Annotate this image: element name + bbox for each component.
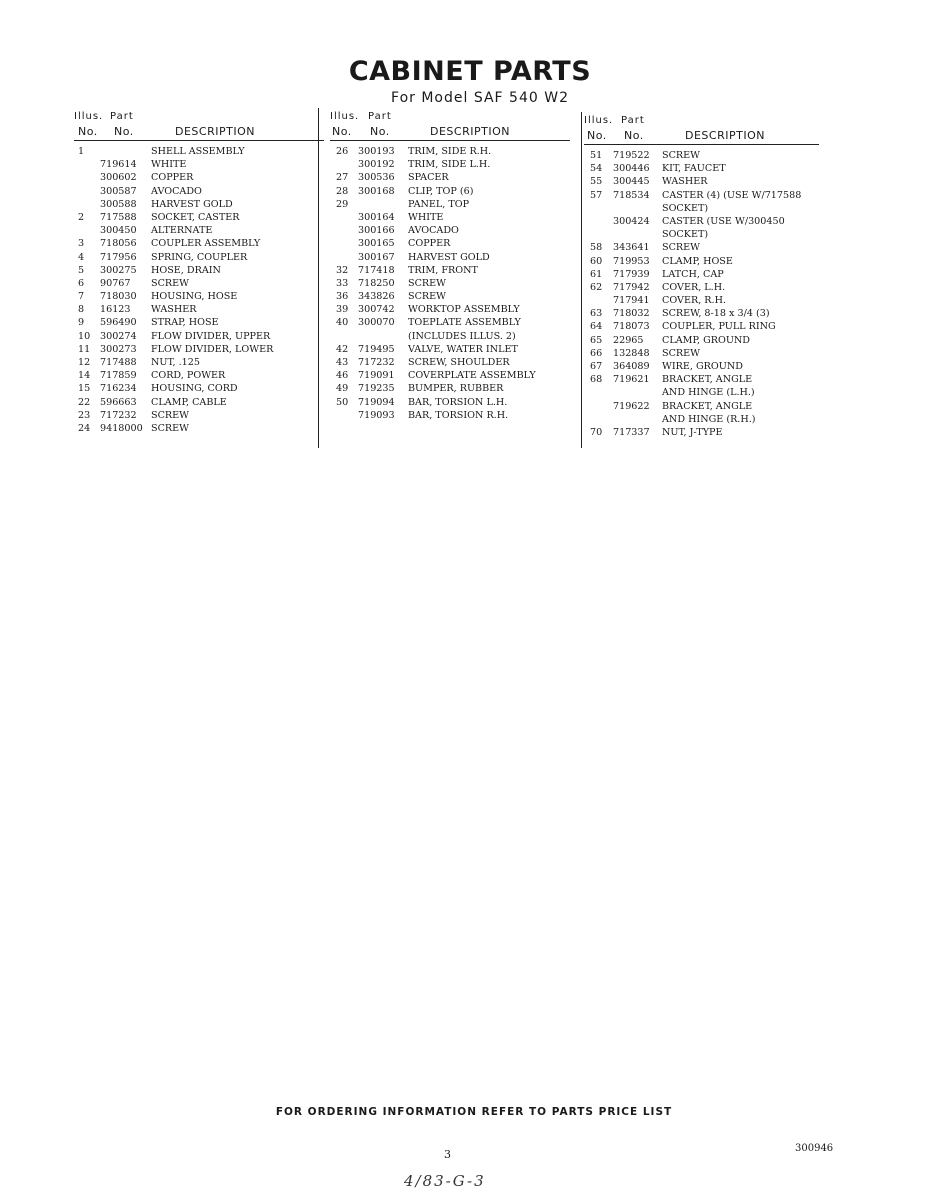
- parts-row: [584, 202, 819, 215]
- part-description: AVOCADO: [408, 225, 459, 237]
- part-description: SCREW: [151, 277, 190, 289]
- page-number: 3: [444, 1148, 451, 1161]
- part-description: BRACKET, ANGLE: [662, 374, 753, 386]
- illus-number: 60: [590, 255, 603, 267]
- illus-number: 67: [590, 361, 603, 372]
- parts-row: [74, 158, 324, 171]
- part-number: 9418000: [100, 422, 143, 434]
- illus-number: 6: [78, 277, 85, 289]
- parts-row: [74, 185, 324, 198]
- part-description: FLOW DIVIDER, LOWER: [151, 343, 274, 355]
- part-number: 300446: [613, 163, 650, 175]
- part-description: HARVEST GOLD: [408, 251, 490, 263]
- parts-row: [330, 409, 570, 422]
- illus-number: 33: [336, 277, 349, 289]
- column-header-top: [74, 110, 324, 124]
- parts-row: [584, 307, 819, 320]
- parts-row: [74, 330, 324, 343]
- parts-row: [330, 211, 570, 224]
- part-description: SCREW: [662, 242, 701, 254]
- illus-number: 7: [78, 291, 85, 303]
- part-number: 717939: [613, 268, 650, 280]
- parts-column-2: [330, 110, 570, 422]
- part-description: SOCKET): [662, 202, 709, 214]
- illus-header: Illus.: [584, 115, 614, 126]
- part-description: WHITE: [151, 159, 187, 171]
- parts-row: [74, 369, 324, 382]
- column-header-bottom: [584, 128, 819, 145]
- part-number: 343641: [613, 242, 650, 254]
- illus-no-header: No.: [78, 125, 98, 138]
- part-number: 719235: [358, 383, 395, 395]
- part-number: 717859: [100, 370, 137, 382]
- illus-number: 50: [336, 396, 349, 408]
- illus-number: 61: [590, 268, 603, 280]
- parts-row: [584, 281, 819, 294]
- parts-row: [74, 237, 324, 250]
- illus-number: 62: [590, 281, 603, 293]
- part-description: WASHER: [662, 176, 708, 188]
- parts-row: [330, 316, 570, 329]
- parts-row: [74, 277, 324, 290]
- part-number: 717956: [100, 251, 137, 263]
- description-header: DESCRIPTION: [430, 125, 510, 138]
- part-description: COVER, R.H.: [662, 295, 726, 307]
- illus-number: 29: [336, 198, 349, 210]
- part-description: STRAP, HOSE: [151, 317, 219, 329]
- parts-row: [584, 294, 819, 307]
- part-description: CLAMP, GROUND: [662, 334, 750, 346]
- part-description: AVOCADO: [151, 185, 202, 197]
- parts-row: [74, 145, 324, 158]
- illus-number: 14: [78, 370, 91, 382]
- part-number: 90767: [100, 277, 131, 289]
- document-number: 300946: [795, 1143, 834, 1154]
- part-number: 719091: [358, 370, 395, 382]
- part-number: 132848: [613, 347, 650, 359]
- parts-row: [330, 264, 570, 277]
- illus-number: 1: [78, 146, 85, 157]
- part-number: 16123: [100, 304, 131, 316]
- part-number: 719094: [358, 396, 395, 408]
- part-description: BAR, TORSION L.H.: [408, 396, 508, 408]
- part-description: COVER, L.H.: [662, 281, 726, 293]
- part-description: CLIP, TOP (6): [408, 185, 474, 197]
- column-divider: [581, 112, 582, 448]
- page-title: CABINET PARTS: [348, 56, 592, 87]
- parts-row: [330, 237, 570, 250]
- parts-row: [584, 162, 819, 175]
- parts-list: [74, 145, 324, 435]
- part-description: TRIM, SIDE R.H.: [408, 146, 492, 157]
- part-number: 719522: [613, 150, 650, 161]
- illus-no-header: No.: [587, 129, 607, 142]
- part-number: 719614: [100, 159, 137, 171]
- part-number: 719495: [358, 343, 395, 355]
- parts-row: [584, 255, 819, 268]
- illus-number: 43: [336, 357, 349, 368]
- illus-number: 3: [78, 238, 85, 250]
- parts-row: [330, 369, 570, 382]
- illus-number: 57: [590, 189, 603, 201]
- illus-number: 4: [78, 251, 85, 263]
- part-description: SPRING, COUPLER: [151, 251, 248, 263]
- parts-row: [584, 360, 819, 373]
- illus-number: 66: [590, 347, 603, 359]
- part-description: SCREW: [151, 409, 190, 421]
- illus-number: 58: [590, 242, 603, 254]
- parts-row: [584, 215, 819, 228]
- illus-header: Illus.: [330, 111, 360, 122]
- part-number: 717588: [100, 211, 137, 223]
- part-number: 717488: [100, 357, 137, 368]
- illus-header: Illus.: [74, 111, 104, 122]
- part-number: 716234: [100, 383, 137, 395]
- part-description: SOCKET, CASTER: [151, 211, 240, 223]
- part-description: KIT, FAUCET: [662, 163, 726, 175]
- part-number: 719953: [613, 255, 650, 267]
- illus-number: 27: [336, 172, 349, 184]
- parts-row: [584, 373, 819, 386]
- illus-number: 36: [336, 291, 349, 303]
- part-number: 719622: [613, 400, 650, 412]
- parts-list: [584, 149, 819, 439]
- illus-number: 70: [590, 426, 603, 438]
- part-description: NUT, .125: [151, 357, 200, 368]
- part-number: 718250: [358, 277, 395, 289]
- part-number: 300602: [100, 172, 137, 184]
- illus-number: 26: [336, 146, 349, 157]
- part-description: HOUSING, CORD: [151, 383, 238, 395]
- part-number: 718534: [613, 189, 650, 201]
- part-description: TOEPLATE ASSEMBLY: [408, 317, 521, 329]
- part-description: SCREW: [408, 277, 447, 289]
- part-description: CASTER (4) (USE W/717588: [662, 189, 802, 201]
- ordering-info-note: FOR ORDERING INFORMATION REFER TO PARTS PRICE LIST: [275, 1106, 673, 1118]
- parts-row: [74, 382, 324, 395]
- column-header-bottom: [74, 124, 324, 141]
- part-number: 718073: [613, 321, 650, 333]
- parts-list: [330, 145, 570, 422]
- illus-number: 8: [78, 304, 85, 316]
- illus-number: 10: [78, 330, 91, 342]
- part-header: Part: [368, 111, 392, 122]
- parts-column-1: [74, 110, 324, 435]
- part-description: CLAMP, HOSE: [662, 255, 733, 267]
- parts-row: [74, 251, 324, 264]
- part-number: 300588: [100, 198, 137, 210]
- part-description: SPACER: [408, 172, 449, 184]
- part-description: COPPER: [408, 238, 451, 250]
- part-description: HOUSING, HOSE: [151, 291, 238, 303]
- part-number: 300164: [358, 211, 395, 223]
- part-description: AND HINGE (R.H.): [662, 413, 756, 425]
- parts-row: [330, 396, 570, 409]
- part-description: ALTERNATE: [151, 225, 213, 237]
- part-description: SOCKET): [662, 229, 709, 241]
- parts-row: [330, 356, 570, 369]
- parts-row: [74, 396, 324, 409]
- part-description: PANEL, TOP: [408, 198, 470, 210]
- parts-row: [584, 334, 819, 347]
- part-description: SCREW, 8-18 x 3/4 (3): [662, 308, 770, 320]
- part-description: WASHER: [151, 304, 197, 316]
- part-number: 719093: [358, 409, 395, 421]
- parts-row: [74, 198, 324, 211]
- part-description: TRIM, SIDE L.H.: [408, 159, 491, 171]
- part-number: 22965: [613, 334, 644, 346]
- part-number: 300166: [358, 225, 395, 237]
- part-number: 300274: [100, 330, 137, 342]
- part-description: SCREW: [662, 150, 701, 161]
- part-number: 300450: [100, 225, 137, 237]
- part-header: Part: [110, 111, 134, 122]
- part-description: FLOW DIVIDER, UPPER: [151, 330, 271, 342]
- illus-number: 54: [590, 163, 603, 175]
- parts-row: [330, 330, 570, 343]
- part-number: 718032: [613, 308, 650, 320]
- parts-row: [74, 422, 324, 435]
- part-number: 300167: [358, 251, 395, 263]
- parts-row: [330, 290, 570, 303]
- column-header-top: [330, 110, 570, 124]
- illus-number: 63: [590, 308, 603, 320]
- part-number: 300275: [100, 264, 137, 276]
- part-description: CORD, POWER: [151, 370, 226, 382]
- illus-number: 23: [78, 409, 91, 421]
- parts-row: [330, 198, 570, 211]
- illus-number: 15: [78, 383, 91, 395]
- description-header: DESCRIPTION: [685, 129, 765, 142]
- parts-row: [74, 343, 324, 356]
- part-description: WHITE: [408, 211, 444, 223]
- parts-column-3: [584, 114, 819, 439]
- part-number: 596663: [100, 396, 137, 408]
- part-number: 717418: [358, 264, 395, 276]
- parts-row: [330, 303, 570, 316]
- part-description: WIRE, GROUND: [662, 361, 743, 372]
- illus-number: 40: [336, 317, 349, 329]
- illus-number: 28: [336, 185, 349, 197]
- part-number: 717337: [613, 426, 650, 438]
- parts-row: [74, 316, 324, 329]
- handwritten-note: 4/83-G-3: [404, 1172, 486, 1190]
- part-number: 300168: [358, 185, 395, 197]
- part-description: SCREW, SHOULDER: [408, 357, 510, 368]
- part-number: 300587: [100, 185, 137, 197]
- illus-number: 5: [78, 264, 85, 276]
- part-header: Part: [621, 115, 645, 126]
- parts-row: [584, 228, 819, 241]
- part-number: 300165: [358, 238, 395, 250]
- part-number: 719621: [613, 374, 650, 386]
- illus-number: 9: [78, 317, 85, 329]
- part-description: NUT, J-TYPE: [662, 426, 723, 438]
- illus-number: 42: [336, 343, 349, 355]
- column-divider: [318, 108, 319, 448]
- part-description: COUPLER ASSEMBLY: [151, 238, 261, 250]
- parts-row: [74, 409, 324, 422]
- parts-row: [584, 400, 819, 413]
- part-number: 596490: [100, 317, 137, 329]
- part-number: 300070: [358, 317, 395, 329]
- parts-row: [74, 356, 324, 369]
- part-description: HOSE, DRAIN: [151, 264, 221, 276]
- illus-number: 64: [590, 321, 603, 333]
- part-no-header: No.: [624, 129, 644, 142]
- part-description: SCREW: [151, 422, 190, 434]
- parts-row: [330, 145, 570, 158]
- part-number: 300445: [613, 176, 650, 188]
- part-number: 300424: [613, 215, 650, 227]
- parts-row: [330, 185, 570, 198]
- part-description: CASTER (USE W/300450: [662, 215, 785, 227]
- part-description: SCREW: [662, 347, 701, 359]
- part-description: (INCLUDES ILLUS. 2): [408, 330, 516, 342]
- parts-row: [584, 175, 819, 188]
- illus-number: 46: [336, 370, 349, 382]
- illus-no-header: No.: [332, 125, 352, 138]
- illus-number: 12: [78, 357, 91, 368]
- part-number: 364089: [613, 361, 650, 372]
- parts-row: [584, 413, 819, 426]
- part-number: 300742: [358, 304, 395, 316]
- part-description: SHELL ASSEMBLY: [151, 146, 245, 157]
- part-description: SCREW: [408, 291, 447, 303]
- part-number: 718056: [100, 238, 137, 250]
- illus-number: 49: [336, 383, 349, 395]
- illus-number: 65: [590, 334, 603, 346]
- parts-row: [584, 268, 819, 281]
- part-description: WORKTOP ASSEMBLY: [408, 304, 520, 316]
- part-description: COUPLER, PULL RING: [662, 321, 776, 333]
- column-header-top: [584, 114, 819, 128]
- parts-row: [74, 303, 324, 316]
- illus-number: 39: [336, 304, 349, 316]
- parts-row: [330, 277, 570, 290]
- part-no-header: No.: [370, 125, 390, 138]
- part-description: HARVEST GOLD: [151, 198, 233, 210]
- part-description: CLAMP, CABLE: [151, 396, 227, 408]
- parts-row: [584, 426, 819, 439]
- part-description: AND HINGE (L.H.): [662, 387, 755, 399]
- parts-row: [74, 290, 324, 303]
- illus-number: 2: [78, 211, 85, 223]
- illus-number: 11: [78, 343, 91, 355]
- parts-row: [330, 251, 570, 264]
- part-number: 343826: [358, 291, 395, 303]
- parts-row: [330, 158, 570, 171]
- part-description: TRIM, FRONT: [408, 264, 478, 276]
- parts-row: [584, 149, 819, 162]
- parts-row: [584, 189, 819, 202]
- column-header-bottom: [330, 124, 570, 141]
- illus-number: 68: [590, 374, 603, 386]
- part-number: 300536: [358, 172, 395, 184]
- part-number: 300192: [358, 159, 395, 171]
- illus-number: 22: [78, 396, 91, 408]
- parts-row: [74, 171, 324, 184]
- illus-number: 24: [78, 422, 91, 434]
- part-number: 717232: [358, 357, 395, 368]
- page-subtitle: For Model SAF 540 W2: [391, 90, 569, 106]
- parts-row: [584, 241, 819, 254]
- parts-row: [330, 343, 570, 356]
- part-number: 717941: [613, 295, 650, 307]
- illus-number: 55: [590, 176, 603, 188]
- part-number: 300273: [100, 343, 137, 355]
- part-number: 717942: [613, 281, 650, 293]
- description-header: DESCRIPTION: [175, 125, 255, 138]
- part-no-header: No.: [114, 125, 134, 138]
- part-description: BUMPER, RUBBER: [408, 383, 504, 395]
- parts-row: [74, 211, 324, 224]
- parts-row: [330, 382, 570, 395]
- parts-row: [584, 347, 819, 360]
- illus-number: 32: [336, 264, 349, 276]
- part-description: BAR, TORSION R.H.: [408, 409, 509, 421]
- parts-row: [74, 224, 324, 237]
- parts-row: [584, 386, 819, 399]
- parts-row: [584, 320, 819, 333]
- part-description: COPPER: [151, 172, 194, 184]
- part-number: 718030: [100, 291, 137, 303]
- parts-row: [74, 264, 324, 277]
- part-number: 717232: [100, 409, 137, 421]
- part-number: 300193: [358, 146, 395, 157]
- parts-row: [330, 171, 570, 184]
- part-description: COVERPLATE ASSEMBLY: [408, 370, 536, 382]
- parts-row: [330, 224, 570, 237]
- part-description: VALVE, WATER INLET: [408, 343, 518, 355]
- part-description: LATCH, CAP: [662, 268, 724, 280]
- part-description: BRACKET, ANGLE: [662, 400, 753, 412]
- illus-number: 51: [590, 150, 603, 161]
